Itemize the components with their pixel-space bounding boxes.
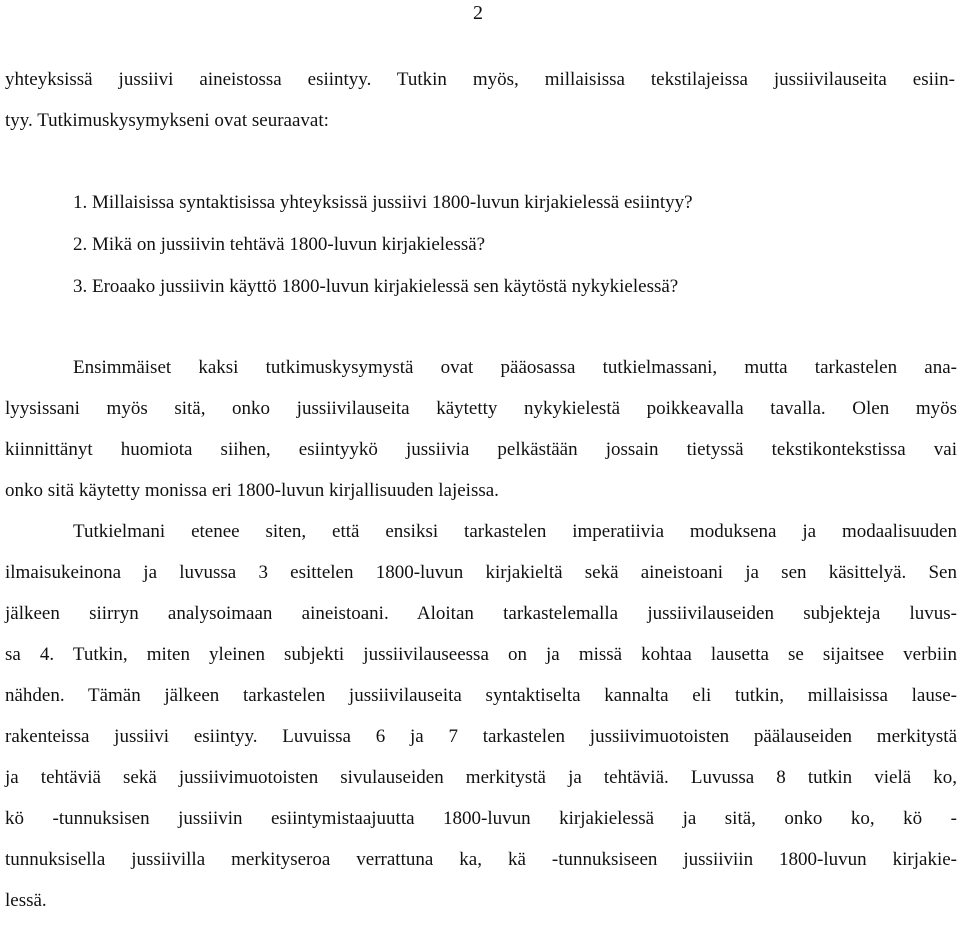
text-line: tyy. Tutkimuskysymykseni ovat seuraavat: <box>5 110 329 131</box>
text-line: yhteyksissä jussiivi aineistossa esiintyy. Tutkin myös, millaisissa tekstilajeissa jussiivilauseita esiin- <box>5 69 955 90</box>
text-line: ja tehtäviä sekä jussiivimuotoisten sivulauseiden merkitystä ja tehtäviä. Luvussa 8 tutkin vielä ko, <box>5 767 957 788</box>
text-line: lyysissani myös sitä, onko jussiivilauseita käytetty nykykielestä poikkeavalla tavalla. Olen myös <box>5 398 957 419</box>
intro-paragraph <box>5 66 955 148</box>
text-line: nähden. Tämän jälkeen tarkastelen jussiivilauseita syntaktiselta kannalta eli tutkin, millaisissa lause- <box>5 685 957 706</box>
research-question-1: 1. Millaisissa syntaktisissa yhteyksissä jussiivi 1800-luvun kirjakielessä esiintyy? <box>73 192 693 213</box>
text-line: kiinnittänyt huomiota siihen, esiintyykö jussiivia pelkästään jossain tietyssä tekstikontekstissa vai <box>5 439 957 460</box>
research-questions-list <box>73 189 943 315</box>
paragraph-first-line: Ensimmäiset kaksi tutkimuskysymystä ovat pääosassa tutkielmassani, mutta tarkastelen ana- <box>73 357 957 378</box>
text-line: rakenteissa jussiivi esiintyy. Luvuissa 6 ja 7 tarkastelen jussiivimuotoisten päälauseiden merkitystä <box>5 726 957 747</box>
text-line: ilmaisukeinona ja luvussa 3 esittelen 1800-luvun kirjakieltä sekä aineistoani ja sen käsittelyä. Sen <box>5 562 957 583</box>
text-line: onko sitä käytetty monissa eri 1800-luvun kirjallisuuden lajeissa. <box>5 480 499 501</box>
text-line: sa 4. Tutkin, miten yleinen subjekti jussiivilauseessa on ja missä kohtaa lausetta se sijaitsee verbiin <box>5 644 957 665</box>
text-line: kö -tunnuksisen jussiivin esiintymistaajuutta 1800-luvun kirjakielessä ja sitä, onko ko, kö - <box>5 808 957 829</box>
text-line: lessä. <box>5 890 47 911</box>
text-line: jälkeen siirryn analysoimaan aineistoani. Aloitan tarkastelemalla jussiivilauseiden subjekteja luvus- <box>5 603 957 624</box>
page-number: 2 <box>473 2 483 24</box>
research-question-3: 3. Eroaako jussiivin käyttö 1800-luvun kirjakielessä sen käytöstä nykykielessä? <box>73 276 679 297</box>
text-line: tunnuksisella jussiivilla merkityseroa verrattuna ka, kä -tunnuksiseen jussiiviin 1800-luvun kirjakie- <box>5 849 957 870</box>
body-paragraphs <box>5 354 957 928</box>
paragraph-first-line: Tutkielmani etenee siten, että ensiksi tarkastelen imperatiivia moduksena ja modaalisuuden <box>73 521 957 542</box>
research-question-2: 2. Mikä on jussiivin tehtävä 1800-luvun kirjakielessä? <box>73 234 486 255</box>
